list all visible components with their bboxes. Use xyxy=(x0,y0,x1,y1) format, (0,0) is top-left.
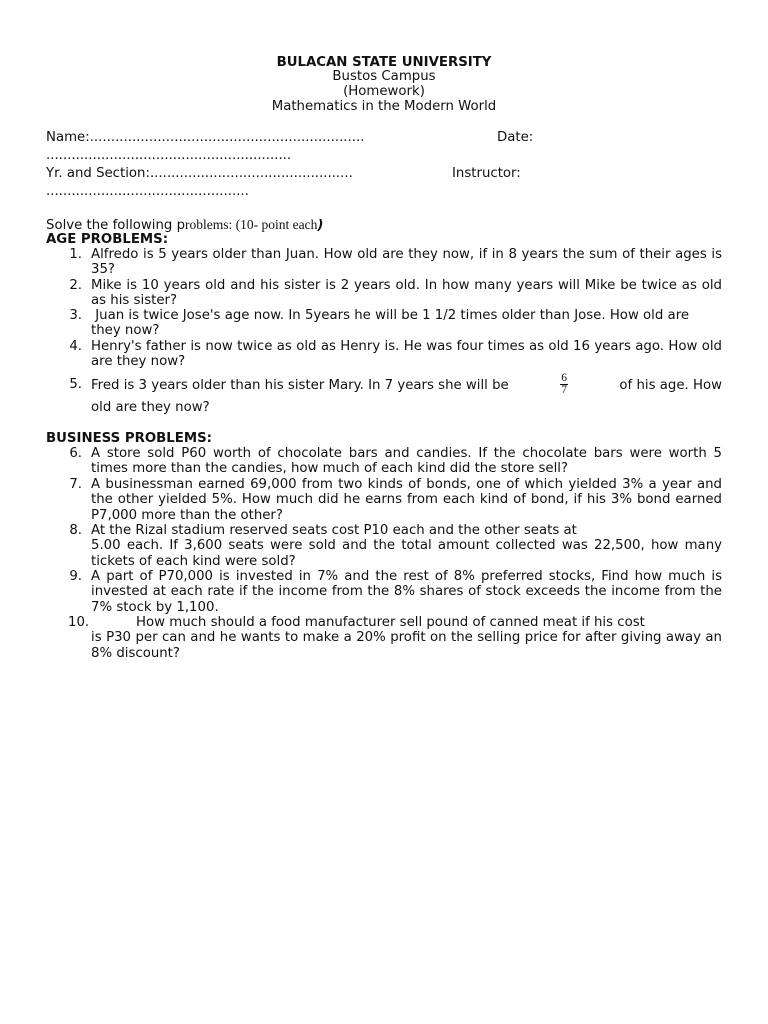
document-type: (Homework) xyxy=(343,84,425,99)
instructions-rest: roblems: (10- point each xyxy=(185,217,318,232)
problem-3 xyxy=(46,308,722,339)
instructor-field-line: ................................................ xyxy=(46,184,249,199)
problem-10 xyxy=(46,615,722,661)
problem-number: 8. xyxy=(69,523,82,538)
problem-10-text-rest: is P30 per can and he wants to make a 20% profit on the selling price for after giving away an 8% discount? xyxy=(91,630,722,661)
problem-text: Juan is twice Jose's age now. In 5years he will be 1 1/2 times older than Jose. How old are they now? xyxy=(91,308,694,339)
fraction xyxy=(560,373,568,396)
problem-5 xyxy=(46,370,722,415)
problem-8 xyxy=(46,523,722,569)
fraction-denominator: 7 xyxy=(561,383,567,396)
date-label: Date: xyxy=(497,130,534,145)
problem-text xyxy=(91,370,722,415)
university-title: BULACAN STATE UNIVERSITY xyxy=(276,55,492,70)
problem-5-text-before: Fred is 3 years older than his sister Mary. In 7 years she will be xyxy=(91,377,509,393)
problem-5-text-line2: old are they now? xyxy=(91,400,210,415)
section-field: Yr. and Section:................................................ xyxy=(46,166,353,181)
instructions-close: ) xyxy=(317,218,324,233)
problem-2 xyxy=(46,278,722,309)
problem-8-text-rest: 5.00 each. If 3,600 seats were sold and the total amount collected was 22,500, how many tickets of each kind were sold? xyxy=(91,538,722,569)
problem-number: 3. xyxy=(69,308,82,323)
problem-6 xyxy=(46,446,722,477)
problem-text: Henry's father is now twice as old as Henry is. He was four times as old 16 years ago. How old are they now? xyxy=(91,339,722,370)
problem-number: 1. xyxy=(69,247,82,262)
fraction-numerator: 6 xyxy=(561,371,567,384)
problem-number: 5. xyxy=(69,377,82,392)
problem-8-text-line1: At the Rizal stadium reserved seats cost P10 each and the other seats at xyxy=(91,523,577,538)
problem-number: 4. xyxy=(69,339,82,354)
problem-7 xyxy=(46,477,722,523)
problem-1 xyxy=(46,247,722,278)
course-title: Mathematics in the Modern World xyxy=(271,99,497,114)
problem-number: 6. xyxy=(69,446,82,461)
problem-text: Alfredo is 5 years older than Juan. How old are they now, if in 8 years the sum of their ages is 35? xyxy=(91,247,722,278)
problem-4 xyxy=(46,339,722,370)
problem-number: 10. xyxy=(68,615,90,630)
instructions-lead: Solve the following p xyxy=(46,218,186,233)
problem-text: Mike is 10 years old and his sister is 2 years old. In how many years will Mike be twice as old as his sister? xyxy=(91,278,722,309)
age-problems-heading: AGE PROBLEMS: xyxy=(46,232,169,247)
problem-text: A businessman earned 69,000 from two kinds of bonds, one of which yielded 3% a year and the other yielded 5%. How much did he earns from each kind of bond, if his 3% bond earned P7,000 more than the other? xyxy=(91,477,722,523)
problem-text: A store sold P60 worth of chocolate bars and candies. If the chocolate bars were worth 5 times more than the candies, how much of each kind did the store sell? xyxy=(91,446,722,477)
problem-number: 7. xyxy=(69,477,82,492)
problem-number: 9. xyxy=(69,569,82,584)
campus-name: Bustos Campus xyxy=(332,69,436,84)
date-field-line: .......................................................... xyxy=(46,148,292,163)
problem-9 xyxy=(46,569,722,615)
instructions xyxy=(46,217,323,233)
problem-text: A part of P70,000 is invested in 7% and the rest of 8% preferred stocks, Find how much is invested at each rate if the income from the 8% shares of stock exceeds the income from the 7% stock by 1,100. xyxy=(91,569,722,615)
instructor-label: Instructor: xyxy=(452,166,521,181)
problem-5-text-after: of his age. How xyxy=(619,377,722,393)
business-problems-heading: BUSINESS PROBLEMS: xyxy=(46,431,212,446)
name-field: Name:................................................................. xyxy=(46,130,365,145)
problem-number: 2. xyxy=(69,278,82,293)
problem-10-text-first: How much should a food manufacturer sell pound of canned meat if his cost xyxy=(136,615,645,630)
